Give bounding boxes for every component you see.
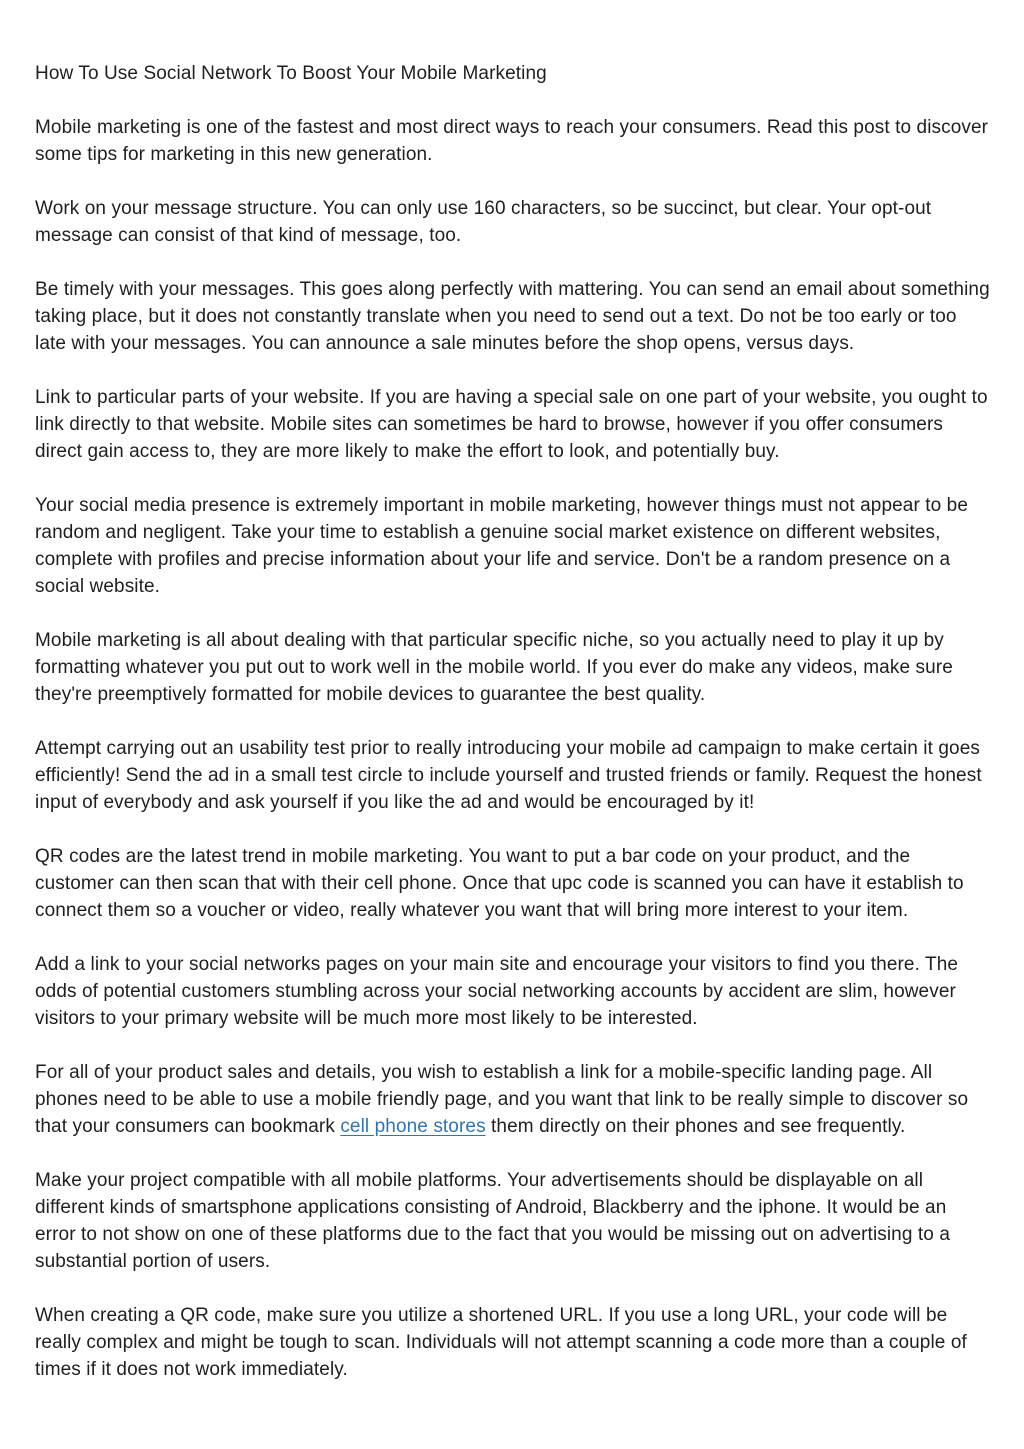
- paragraph: [35, 276, 990, 357]
- paragraph: [35, 1302, 990, 1383]
- paragraph-text: When creating a QR code, make sure you utilize a shortened URL. If you use a long URL, your code will be really complex and might be tough to scan. Individuals will not attempt scanning a code more than a couple of times if it does not work immediately.: [35, 1305, 967, 1380]
- paragraph: [35, 951, 990, 1032]
- link-cell-phone-stores[interactable]: cell phone stores: [340, 1116, 486, 1137]
- paragraph: [35, 843, 990, 924]
- paragraph-text: For all of your product sales and details, you wish to establish a link for a mobile-specific landing page. All phones need to be able to use a mobile friendly page, and you want that link to be really simple to discover so that your consumers can bookmark: [35, 1062, 969, 1137]
- paragraph-text: Mobile marketing is one of the fastest and most direct ways to reach your consumers. Read this post to discover some tips for marketing in this new generation.: [35, 117, 989, 165]
- paragraph-text: Work on your message structure. You can only use 160 characters, so be succinct, but clear. Your opt-out message can consist of that kind of message, too.: [35, 198, 932, 246]
- paragraph-text: Be timely with your messages. This goes along perfectly with mattering. You can send an email about something taking place, but it does not constantly translate when you need to send out a text. Do not be too early or too late with your messages. You can announce a sale minutes before the shop opens, versus days.: [35, 279, 990, 354]
- paragraph: [35, 492, 990, 600]
- paragraph: [35, 195, 990, 249]
- paragraph-text: Make your project compatible with all mobile platforms. Your advertisements should be displayable on all different kinds of smartsphone applications consisting of Android, Blackberry and the iphone. It would be an error to not show on one of these platforms due to the fact that you would be missing out on advertising to a substantial portion of users.: [35, 1170, 950, 1272]
- paragraph: [35, 1059, 990, 1140]
- paragraph: [35, 384, 990, 465]
- paragraph-text: Mobile marketing is all about dealing with that particular specific niche, so you actually need to play it up by formatting whatever you put out to work well in the mobile world. If you ever do make any videos, make sure they're preemptively formatted for mobile devices to guarantee the best quality.: [35, 630, 953, 705]
- paragraph-text: them directly on their phones and see frequently.: [485, 1116, 906, 1137]
- paragraph-text: Attempt carrying out an usability test prior to really introducing your mobile ad campaign to make certain it goes efficiently! Send the ad in a small test circle to include yourself and trusted friends or family. Request the honest input of everybody and ask yourself if you like the ad and would be encouraged by it!: [35, 738, 982, 813]
- document-body: [35, 114, 990, 1383]
- document-title: How To Use Social Network To Boost Your Mobile Marketing: [35, 63, 547, 84]
- paragraph: [35, 1167, 990, 1275]
- paragraph-text: QR codes are the latest trend in mobile marketing. You want to put a bar code on your product, and the customer can then scan that with their cell phone. Once that upc code is scanned you can have it establish to connect them so a voucher or video, really whatever you want that will bring more interest to your item.: [35, 846, 964, 921]
- paragraph: [35, 114, 990, 168]
- paragraph-text: Link to particular parts of your website. If you are having a special sale on one part of your website, you ought to link directly to that website. Mobile sites can sometimes be hard to browse, however if you offer consumers direct gain access to, they are more likely to make the effort to look, and potentially buy.: [35, 387, 988, 462]
- paragraph: [35, 627, 990, 708]
- paragraph-text: Add a link to your social networks pages on your main site and encourage your visitors to find you there. The odds of potential customers stumbling across your social networking accounts by accident are slim, however visitors to your primary website will be much more most likely to be interested.: [35, 954, 959, 1029]
- paragraph-text: Your social media presence is extremely important in mobile marketing, however things must not appear to be random and negligent. Take your time to establish a genuine social market existence on different websites, complete with profiles and precise information about your life and service. Don't be a random presence on a social website.: [35, 495, 969, 597]
- paragraph: [35, 735, 990, 816]
